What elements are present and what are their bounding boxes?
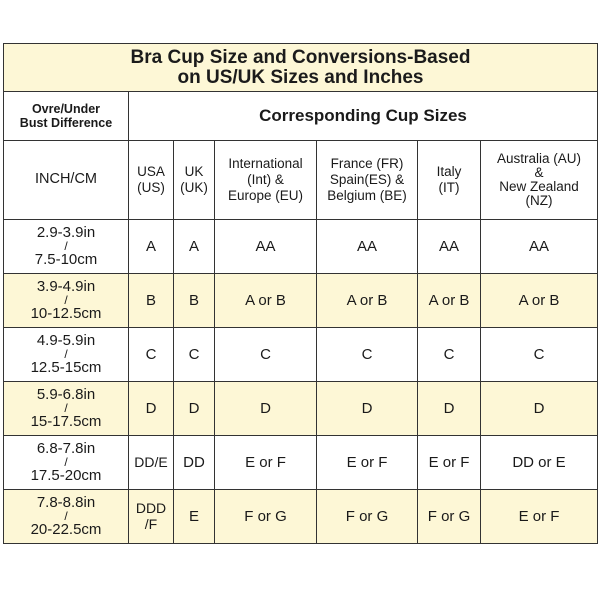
measurement-cell: 6.8-7.8in / 17.5-20cm [4, 436, 129, 490]
it-cell: A or B [418, 274, 481, 328]
it-cell: E or F [418, 436, 481, 490]
header-international: International (Int) & Europe (EU) [215, 141, 317, 220]
measurement-cell: 5.9-6.8in / 15-17.5cm [4, 382, 129, 436]
title-line-2: on US/UK Sizes and Inches [177, 66, 424, 88]
fr-cell: AA [317, 220, 418, 274]
it-cell: C [418, 328, 481, 382]
intl-cell: C [215, 328, 317, 382]
table-row [4, 382, 598, 436]
uk-cell: A [174, 220, 215, 274]
table-row [4, 490, 598, 544]
intl-cell: AA [215, 220, 317, 274]
measurement-cell: 7.8-8.8in / 20-22.5cm [4, 490, 129, 544]
usa-cell: DD/E [129, 436, 174, 490]
header-australia-new-zealand: Australia (AU) & New Zealand (NZ) [481, 141, 598, 220]
uk-cell: DD [174, 436, 215, 490]
usa-cell: C [129, 328, 174, 382]
au-cell: A or B [481, 274, 598, 328]
measurement-cell: 4.9-5.9in / 12.5-15cm [4, 328, 129, 382]
au-cell: C [481, 328, 598, 382]
measurement-cell: 2.9-3.9in / 7.5-10cm [4, 220, 129, 274]
header-france-spain-belgium: France (FR) Spain(ES) & Belgium (BE) [317, 141, 418, 220]
table-row [4, 274, 598, 328]
table-title [4, 44, 598, 92]
fr-cell: E or F [317, 436, 418, 490]
fr-cell: C [317, 328, 418, 382]
uk-cell: B [174, 274, 215, 328]
header-inch-cm: INCH/CM [4, 141, 129, 220]
it-cell: AA [418, 220, 481, 274]
usa-cell: A [129, 220, 174, 274]
table-row [4, 328, 598, 382]
uk-cell: D [174, 382, 215, 436]
au-cell: D [481, 382, 598, 436]
uk-cell: E [174, 490, 215, 544]
header-uk: UK (UK) [174, 141, 215, 220]
table-row [4, 220, 598, 274]
fr-cell: F or G [317, 490, 418, 544]
fr-cell: A or B [317, 274, 418, 328]
header-italy: Italy (IT) [418, 141, 481, 220]
it-cell: D [418, 382, 481, 436]
header-usa: USA (US) [129, 141, 174, 220]
uk-cell: C [174, 328, 215, 382]
fr-cell: D [317, 382, 418, 436]
bust-difference-label: Ovre/Under Bust Difference [4, 92, 129, 141]
usa-cell: D [129, 382, 174, 436]
au-cell: E or F [481, 490, 598, 544]
it-cell: F or G [418, 490, 481, 544]
bra-size-conversion-table [3, 43, 598, 544]
usa-cell: B [129, 274, 174, 328]
intl-cell: A or B [215, 274, 317, 328]
au-cell: AA [481, 220, 598, 274]
intl-cell: E or F [215, 436, 317, 490]
au-cell: DD or E [481, 436, 598, 490]
corresponding-cup-sizes-label: Corresponding Cup Sizes [129, 92, 598, 141]
intl-cell: F or G [215, 490, 317, 544]
measurement-cell: 3.9-4.9in / 10-12.5cm [4, 274, 129, 328]
table-row [4, 436, 598, 490]
title-line-1: Bra Cup Size and Conversions-Based [130, 46, 471, 68]
usa-cell: DDD /F [129, 490, 174, 544]
intl-cell: D [215, 382, 317, 436]
